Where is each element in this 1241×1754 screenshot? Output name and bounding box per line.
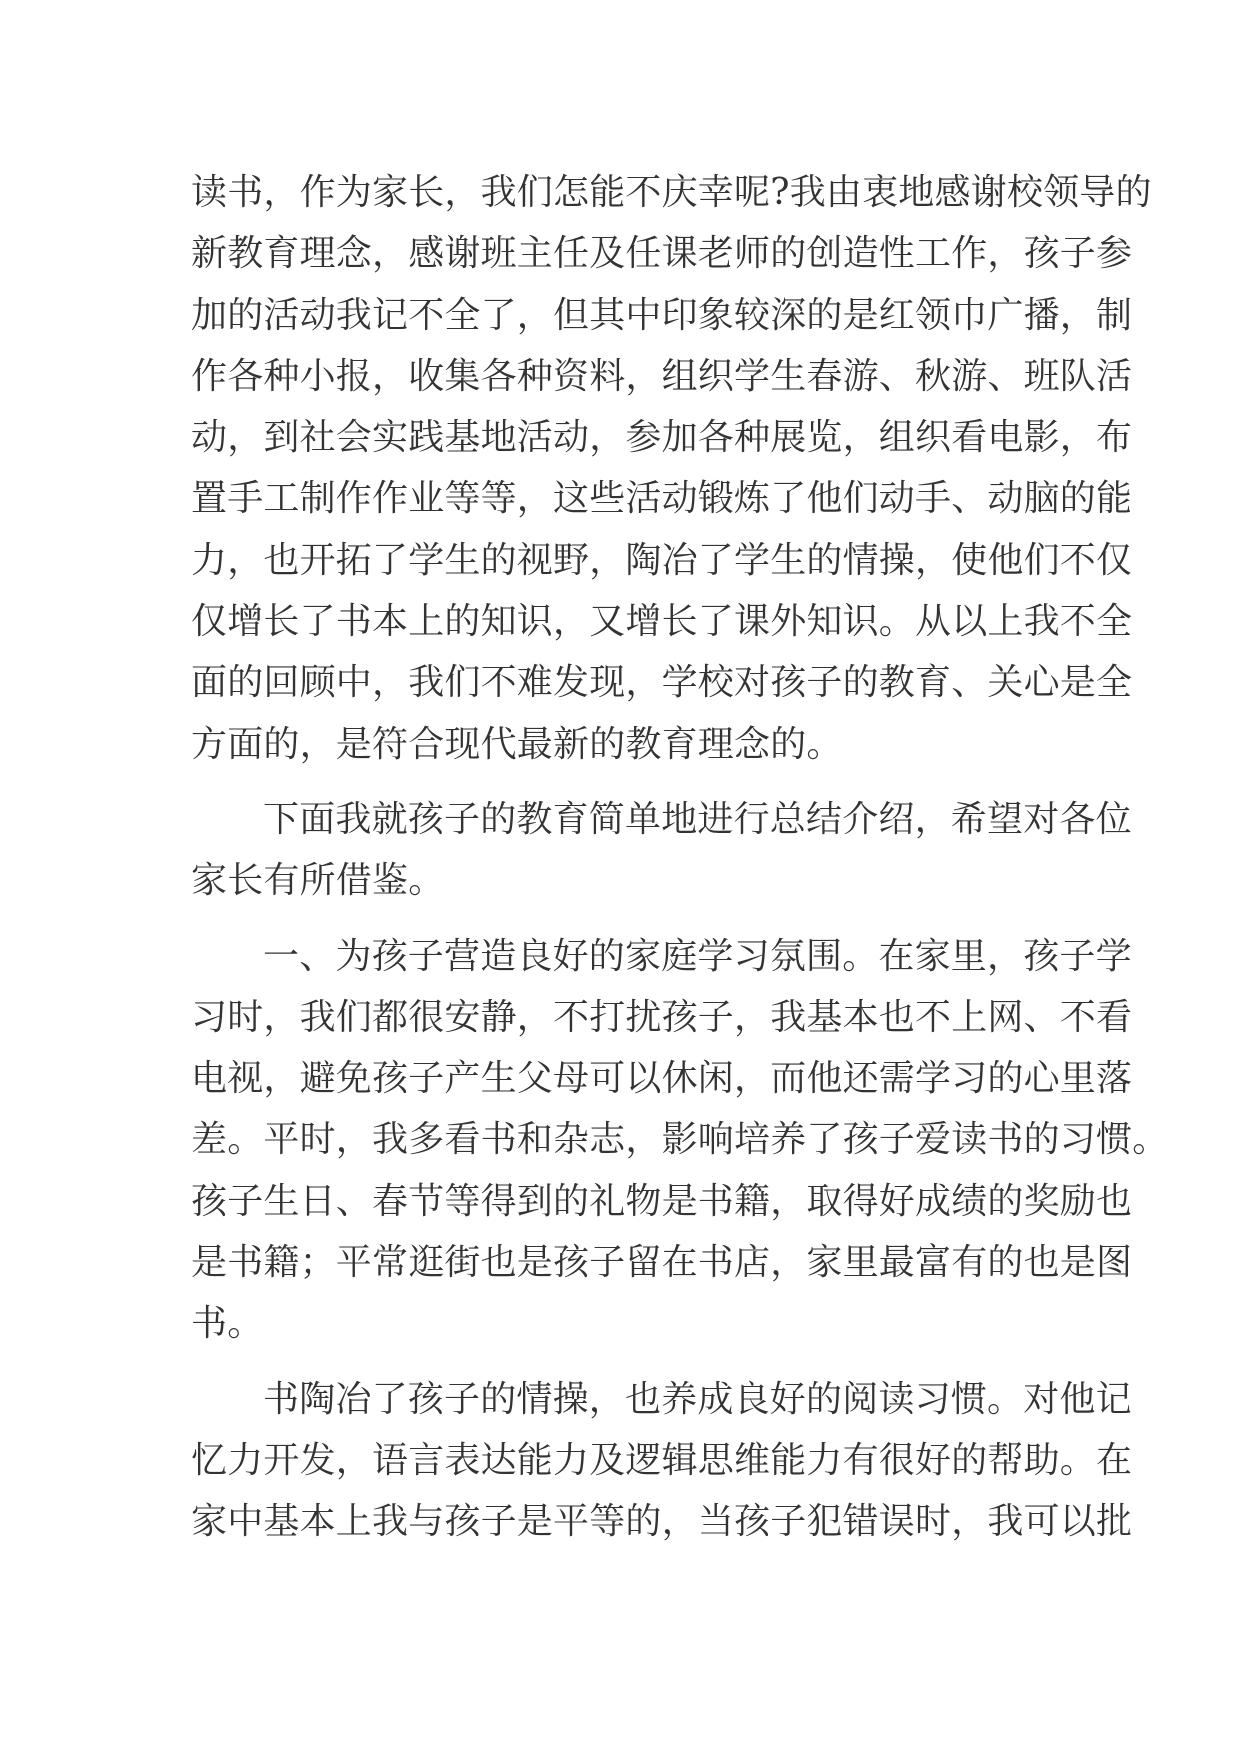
text-line: 动，到社会实践基地活动，参加各种展览，组织看电影，布 [191, 417, 1133, 459]
text-line: 读书，作为家长，我们怎能不庆幸呢?我由衷地感谢校领导的 [191, 172, 1152, 213]
text-line: 方面的，是符合现代最新的教育理念的。 [191, 723, 843, 765]
text-line: 下面我就孩子的教育简单地进行总结介绍，希望对各位 [263, 798, 1132, 840]
text-line: 忆力开发，语言表达能力及逻辑思维能力有很好的帮助。在 [191, 1439, 1133, 1481]
text-line: 面的回顾中，我们不难发现，学校对孩子的教育、关心是全 [191, 662, 1133, 704]
text-line: 力，也开拓了学生的视野，陶冶了学生的情操，使他们不仅 [191, 539, 1133, 581]
text-line: 习时，我们都很安静，不打扰孩子，我基本也不上网、不看 [191, 996, 1133, 1038]
text-line: 差。平时，我多看书和杂志，影响培养了孩子爱读书的习惯。 [191, 1119, 1169, 1161]
text-line: 是书籍；平常逛街也是孩子留在书店，家里最富有的也是图 [191, 1242, 1133, 1284]
text-line: 仅增长了书本上的知识，又增长了课外知识。从以上我不全 [191, 601, 1133, 643]
text-line: 加的活动我记不全了，但其中印象较深的是红领巾广播，制 [191, 294, 1133, 336]
text-line: 书陶冶了孩子的情操，也养成良好的阅读习惯。对他记 [263, 1378, 1132, 1420]
text-line: 家中基本上我与孩子是平等的，当孩子犯错误时，我可以批 [191, 1501, 1133, 1543]
document-body [191, 162, 1169, 1553]
text-line: 置手工制作作业等等，这些活动锻炼了他们动手、动脑的能 [191, 478, 1133, 520]
text-line: 一、为孩子营造良好的家庭学习氛围。在家里，孩子学 [263, 935, 1132, 977]
text-line: 家长有所借鉴。 [191, 860, 445, 902]
paragraph-gap [191, 775, 1051, 789]
text-line: 新教育理念，感谢班主任及任课老师的创造性工作，孩子参 [191, 233, 1133, 275]
text-line: 电视，避免孩子产生父母可以休闲，而他还需学习的心里落 [191, 1058, 1133, 1100]
text-line: 孩子生日、春节等得到的礼物是书籍，取得好成绩的奖励也 [191, 1180, 1133, 1222]
paragraph-gap [191, 912, 1051, 926]
paragraph-gap [191, 1355, 1051, 1369]
text-line: 书。 [191, 1303, 264, 1345]
text-line: 作各种小报，收集各种资料，组织学生春游、秋游、班队活 [191, 355, 1133, 397]
